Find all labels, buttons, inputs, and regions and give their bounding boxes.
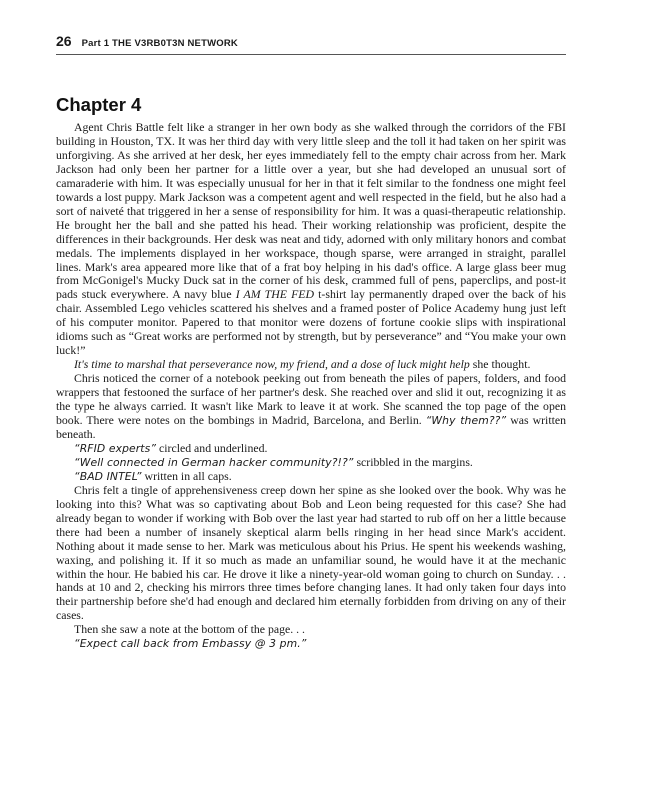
running-head	[56, 33, 566, 49]
handwritten-note: “RFID experts”	[74, 441, 157, 455]
paragraph-text: t-shirt lay permanently draped over the back of his chair. Assembled Lego vehicles scattered his shelves and a framed poster of Police Academy hung just left of his computer monitor. Papered to that monitor were dozens of fortune cookie slips with inspirational idioms such as “Great works are performed not by strength, but by perseverance” and “You make your own luck!”	[56, 287, 566, 358]
paragraph: Chris felt a tingle of apprehensiveness creep down her spine as she looked over the book. Why was he looking into this? What was so captivating about Bob and Leon being requested for this case? She had already began to wonder if working with Bob over the last year had started to rub off on her a little because there had been a number of insanely skeptical alarm bells ringing in her head since Mark's accident. Nothing about it made sense to her. Mark was meticulous about his Prius. He spent his weekends washing, waxing, and polishing it. If it so much as made an unfamiliar sound, he would have it at the mechanic within the hour. He babied his car. He drove it like a ninety-year-old woman going to church on Sunday. . . hands at 10 and 2, checking his mirrors three times before changing lanes. It had only taken four days into their partnership before she'd had enough and declared him eternally forbidden from driving on any of their cases.	[56, 482, 566, 623]
paragraph-text: Agent Chris Battle felt like a stranger in her own body as she walked through the corridors of the FBI building in Houston, TX. It was her third day with very little sleep and the toll it had taken on her spirit was unforgiving. As she arrived at her desk, her eyes immediately fell to the empty chair across from her. Mark Jackson had only been her partner for a little over a year, but she had developed an unusual sort of camaraderie with him. It was especially unusual for her in that it felt similar to the fondness one might feel towards a lost puppy. Mark Jackson was a competent agent and well respected in the field, but he also had a sort of naiveté that triggered in her a sense of responsibility for him. It was a quasi-therapeutic relationship. He brought her the ball and she patted his head. Their working relationship was proficient, despite the differences in their backgrounds. Her desk was neat and tidy, adorned with only military honors and combat medals. The implements displayed in her workspace, though sparse, were arranged in straight, parallel lines. Mark's area appeared more like that of a frat boy helping in his dad's office. A large glass beer mug from McGonigel's Mucky Duck sat in the corner of his desk, crammed full of pens, paperclips, and post-it pads stuck everywhere. A navy blue	[56, 120, 566, 302]
paragraph-text: was written beneath.	[56, 413, 567, 441]
paragraph	[56, 442, 566, 456]
page-number: 26	[56, 33, 72, 49]
tshirt-text: I AM THE FED	[235, 287, 315, 302]
paragraph	[56, 121, 566, 358]
handwritten-note: “BAD INTEL”	[74, 469, 142, 483]
paragraph-text: written in all caps.	[144, 468, 232, 483]
handwritten-note: “Why them??”	[425, 414, 507, 428]
thought-text: It's time to marshal that perseverance now, my friend, and a dose of luck might help	[74, 357, 470, 372]
paragraph-text: circled and underlined.	[159, 440, 268, 455]
chapter-title: Chapter 4	[56, 94, 142, 115]
paragraph-text: she thought.	[472, 357, 531, 372]
paragraph	[56, 358, 566, 372]
handwritten-note: “Well connected in German hacker community?!?”	[74, 455, 354, 469]
paragraph	[56, 372, 566, 442]
paragraph: Then she saw a note at the bottom of the page. . .	[74, 622, 305, 637]
paragraph	[56, 470, 566, 484]
paragraph-text: Chris noticed the corner of a notebook peeking out from beneath the piles of papers, folders, and food wrappers that festooned the surface of her partner's desk. She reached over and slid it out, recognizing it as the type he always carried. It wasn't like Mark to leave it at work. She scanned the top page of the open book. There were notes on the bombings in Madrid, Barcelona, and Berlin.	[56, 371, 566, 428]
header-rule	[56, 54, 566, 55]
paragraph	[56, 637, 566, 651]
handwritten-note: “Expect call back from Embassy @ 3 pm.”	[74, 637, 307, 651]
paragraph	[56, 456, 566, 470]
section-title: Part 1 THE V3RB0T3N NETWORK	[81, 38, 238, 49]
chapter-body	[56, 121, 566, 651]
paragraph-text: scribbled in the margins.	[356, 454, 473, 469]
